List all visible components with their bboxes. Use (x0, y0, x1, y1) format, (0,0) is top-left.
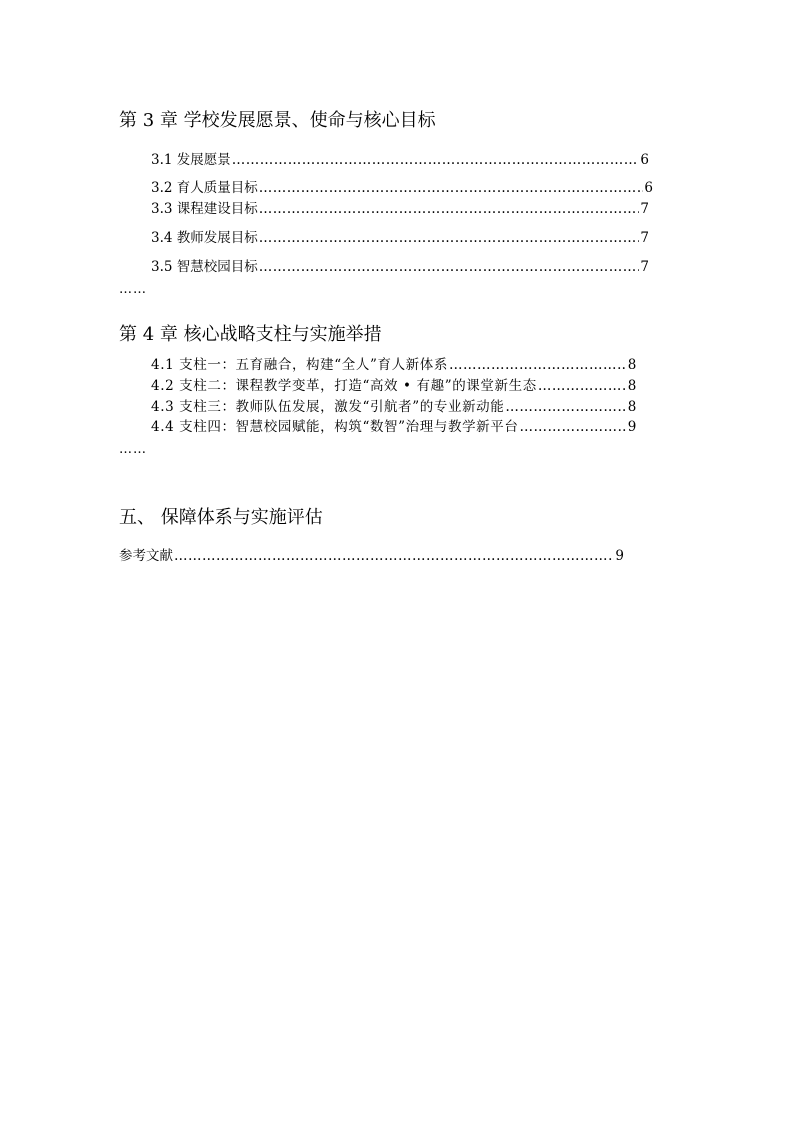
leader-dots (232, 152, 640, 168)
toc-page-number: 8 (627, 399, 637, 415)
toc-entry-references[interactable] (119, 544, 624, 564)
chapter4-heading[interactable]: 第 4 章 核心战略支柱与实施举措 (119, 324, 382, 345)
toc-page-number: 8 (627, 357, 637, 373)
toc-entry-3-4[interactable] (151, 226, 649, 246)
leader-dots (259, 230, 640, 246)
leader-dots (259, 259, 640, 275)
toc-entry-4-3[interactable] (151, 395, 637, 415)
toc-entry-label: 3.1 发展愿景 (151, 152, 231, 168)
toc-entry-label: 4.2 支柱二：课程教学变革，打造“高效 • 有趣”的课堂新生态 (151, 378, 537, 394)
toc-page-number: 7 (640, 259, 649, 275)
toc-page-number: 9 (627, 419, 637, 435)
chapter3-heading[interactable]: 第 3 章 学校发展愿景、使命与核心目标 (119, 110, 436, 131)
omission-ellipsis: …… (119, 282, 147, 297)
toc-page-number: 9 (615, 548, 624, 564)
omission-ellipsis: …… (119, 442, 147, 457)
toc-entry-label: 3.2 育人质量目标 (151, 180, 258, 196)
leader-dots (505, 399, 626, 415)
toc-entry-3-5[interactable] (151, 255, 649, 275)
toc-entry-4-4[interactable] (151, 415, 637, 435)
toc-page-number: 7 (640, 230, 649, 246)
toc-entry-3-1[interactable] (151, 148, 649, 168)
toc-entry-label: 3.4 教师发展目标 (151, 230, 258, 246)
leader-dots (449, 357, 627, 373)
toc-entry-4-1[interactable] (151, 353, 637, 373)
leader-dots (174, 548, 614, 564)
toc-entry-3-2[interactable] (151, 176, 653, 196)
toc-page-number: 7 (640, 201, 649, 217)
toc-entry-label: 3.3 课程建设目标 (151, 201, 258, 217)
toc-page-number: 6 (644, 180, 653, 196)
toc-entry-label: 4.3 支柱三：教师队伍发展，激发“引航者”的专业新动能 (151, 399, 505, 415)
leader-dots (519, 419, 626, 435)
leader-dots (259, 201, 640, 217)
toc-entry-label: 参考文献 (119, 548, 173, 564)
leader-dots (259, 180, 644, 196)
toc-page-number: 6 (640, 152, 649, 168)
toc-entry-label: 4.4 支柱四：智慧校园赋能，构筑“数智”治理与教学新平台 (151, 419, 519, 435)
toc-entry-label: 4.1 支柱一：五育融合，构建“全人”育人新体系 (151, 357, 448, 373)
leader-dots (538, 378, 627, 394)
toc-page-number: 8 (627, 378, 637, 394)
chapter5-heading[interactable]: 五、 保障体系与实施评估 (119, 507, 323, 528)
toc-entry-3-3[interactable] (151, 197, 649, 217)
toc-entry-label: 3.5 智慧校园目标 (151, 259, 258, 275)
toc-entry-4-2[interactable] (151, 374, 637, 394)
